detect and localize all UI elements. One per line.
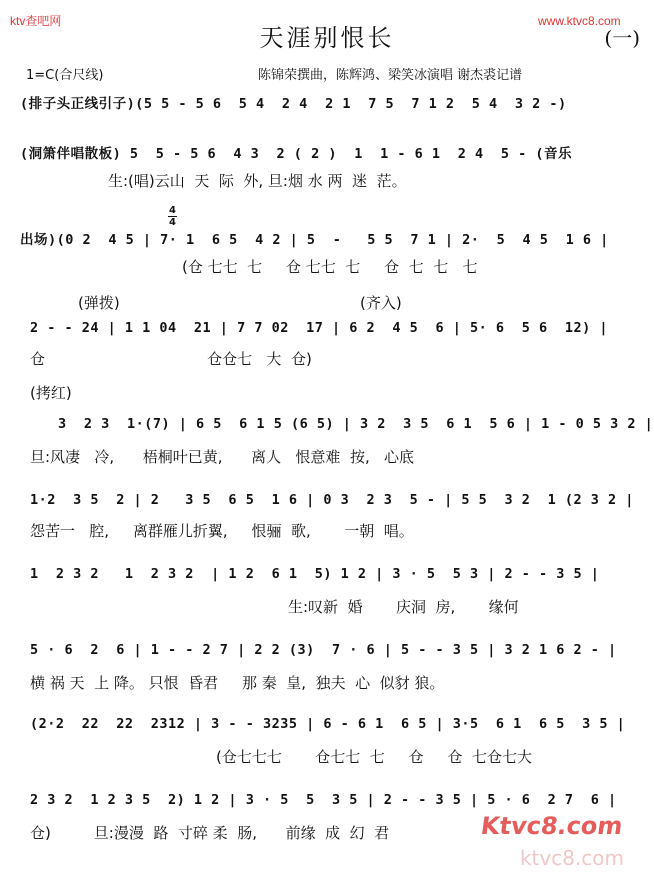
score-line-7: 1 2 3 2 1 2 3 2 | 1 2 6 1 5) 1 2 | 3 · 5 5 3 | 2 - - 3 5 |: [30, 566, 600, 582]
lyric-line-10: 仓) 旦:漫漫 路 寸碎 柔 肠, 前缘 成 幻 君: [30, 824, 390, 842]
score-line-2: (洞箫伴唱散板) 5 5 - 5 6 4 3 2 ( 2 ) 1 1 - 6 1 2 4 5 - (音乐: [20, 146, 573, 162]
score-line-5: 3 2 3 1·(7) | 6 5 6 1 5 (6 5) | 3 2 3 5 6 1 5 6 | 1 - 0 5 3 2 |: [58, 416, 654, 432]
time-signature-bottom: 4: [169, 217, 176, 228]
site-watermark-right: www.ktvc8.com: [538, 14, 621, 28]
credits: 陈锦荣撰曲，陈辉鸿、梁笑冰演唱 谢杰裘记谱: [258, 68, 523, 83]
lyric-line-3: (仓 七七 七 仓 七七 七 仓 七 七 七: [182, 258, 478, 276]
lyric-line-5: 旦:风凄 冷, 梧桐叶已黄, 离人 恨意难 按, 心底: [30, 448, 415, 466]
label-qiru: (齐入): [360, 294, 402, 312]
lyric-line-9: (仓七七七 仓七七 七 仓 仓 七仓七大: [216, 748, 532, 766]
lyric-line-2: 生:(唱)云山 天 际 外, 旦:烟 水 两 迷 茫。: [108, 172, 407, 190]
score-line-10: 2 3 2 1 2 3 5 2) 1 2 | 3 · 5 5 3 5 | 2 - - 3 5 | 5 · 6 2 7 6 |: [30, 792, 617, 808]
ktvc8-logo: Ktvc8.com: [478, 812, 624, 840]
lyric-line-7: 生:叹新 婚 庆洞 房, 缘何: [288, 598, 519, 616]
time-signature: [168, 206, 177, 227]
ktvc8-logo-faded: ktvc8.com: [519, 846, 624, 870]
score-line-8: 5 · 6 2 6 | 1 - - 2 7 | 2 2 (3) 7 · 6 | 5 - - 3 5 | 3 2 1 6 2 - |: [30, 642, 617, 658]
score-line-3: 出场)(0 2 4 5 | 7· 1 6 5 4 2 | 5 - 5 5 7 1 | 2· 5 4 5 1 6 |: [20, 232, 609, 248]
score-line-6: 1·2 3 5 2 | 2 3 5 6 5 1 6 | 0 3 2 3 5 - | 5 5 3 2 1 (2 3 2 |: [30, 492, 634, 508]
lyric-line-8: 横 祸 天 上 降。 只恨 昏君 那 秦 皇, 独夫 心 似豺 狼。: [30, 674, 445, 692]
song-title: 天涯别恨长: [259, 24, 395, 52]
time-signature-top: 4: [169, 205, 176, 216]
label-kaohong: (拷红): [30, 384, 72, 402]
score-line-4: 2 - - 24 | 1 1 04 21 | 7 7 02 17 | 6 2 4 5 6 | 5· 6 5 6 12) |: [30, 320, 609, 336]
lyric-line-4: 仓 仓仓七 大 仓): [30, 350, 312, 368]
part-number: (一): [604, 26, 640, 50]
lyric-line-6: 怨苦一 腔, 离群雁儿折翼, 恨骊 歌, 一朝 唱。: [30, 522, 414, 540]
site-watermark-left: ktv查吧网: [10, 14, 62, 28]
label-tanbo: (弹拨): [78, 294, 120, 312]
score-line-9: (2·2 22 22 2312 | 3 - - 3235 | 6 - 6 1 6 5 | 3·5 6 1 6 5 3 5 |: [30, 716, 626, 732]
score-line-1: (排子头正线引子)(5 5 - 5 6 5 4 2 4 2 1 7 5 7 1 2 5 4 3 2 -): [20, 96, 567, 112]
key-signature: 1=C(合尺线): [26, 68, 104, 83]
